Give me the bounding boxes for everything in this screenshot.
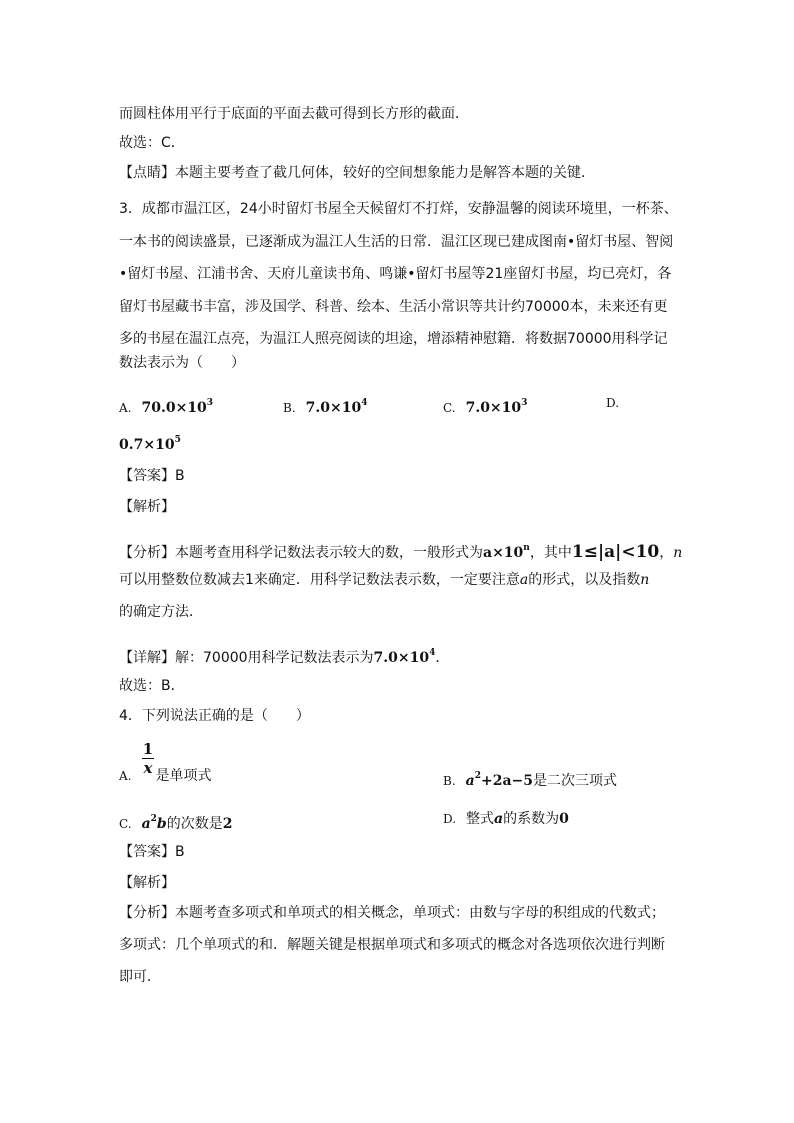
option-3a: A. $70.0\times 10^3$ <box>119 398 214 416</box>
question-3-line: •留灯书屋、江浦书舍、天府儿童读书角、鸣谦•留灯书屋等21座留灯书屋，均已亮灯，各 <box>119 266 672 282</box>
question-4: 4．下列说法正确的是（ ） <box>119 708 310 724</box>
text-line: 而圆柱体用平行于底面的平面去截可得到长方形的截面． <box>119 106 469 122</box>
choice-3: 故选：B． <box>119 678 185 694</box>
text-line: 故选：C． <box>119 135 185 151</box>
question-3-line: 留灯书屋藏书丰富，涉及国学、科普、绘本、生活小常识等共计约70000本，未来还有更 <box>119 299 668 315</box>
answer-3: 【答案】B <box>119 468 185 484</box>
option-3d-value: $0.7\times 10^5$ <box>119 435 181 453</box>
analysis-4-line-2: 多项式：几个单项式的和．解题关键是根据单项式和多项式的概念对各选项依次进行判断 <box>119 937 665 953</box>
text-line: 【点睛】本题主要考查了截几何体，较好的空间想象能力是解答本题的关键． <box>119 165 595 181</box>
analysis-heading-4: 【解析】 <box>119 875 175 891</box>
option-4c: C. $a^2b$的次数是2 <box>119 814 233 832</box>
analysis-heading-3: 【解析】 <box>119 499 175 515</box>
question-3-line: 多的书屋在温江点亮，为温江人照亮阅读的坦途，增添精神慰籍．将数据70000用科学记 <box>119 331 668 347</box>
option-4b: B. $a^2+2a-5$是二次三项式 <box>443 771 617 789</box>
question-3-line: 3．成都市温江区，24小时留灯书屋全天候留灯不打烊，安静温馨的阅读环境里，一杯茶、 <box>119 201 678 217</box>
analysis-3-line-1: 【分析】本题考查用科学记数法表示较大的数，一般形式为$a\times 10^n$，其中1≤|a|<10，n <box>119 542 683 562</box>
question-3-line: 数法表示为（ ） <box>119 355 245 371</box>
detail-3: 【详解】解：70000用科学记数法表示为$7.0\times 10^4$． <box>119 648 450 666</box>
option-4a: A. 是单项式 <box>119 768 212 784</box>
option-4d: D. 整式a的系数为0 <box>443 811 569 827</box>
analysis-4-line-1: 【分析】本题考查多项式和单项式的相关概念，单项式：由数与字母的积组成的代数式； <box>119 905 665 921</box>
analysis-3-line-2: 可以用整数位数减去1来确定．用科学记数法表示数，一定要注意a的形式，以及指数n <box>119 572 650 588</box>
option-3d-label: D. <box>606 396 620 410</box>
option-3c: C. $7.0\times 10^3$ <box>443 398 528 416</box>
analysis-3-line-3: 的确定方法． <box>119 604 203 620</box>
analysis-4-line-3: 即可． <box>119 969 161 985</box>
answer-4: 【答案】B <box>119 844 185 860</box>
question-3-line: 一本书的阅读盛景，已逐渐成为温江人生活的日常．温江区现已建成图南•留灯书屋、智阅 <box>119 234 674 250</box>
fraction-1-over-x: $\frac{1}{x}$ <box>142 740 154 777</box>
option-3b: B. $7.0\times 10^4$ <box>283 398 368 416</box>
